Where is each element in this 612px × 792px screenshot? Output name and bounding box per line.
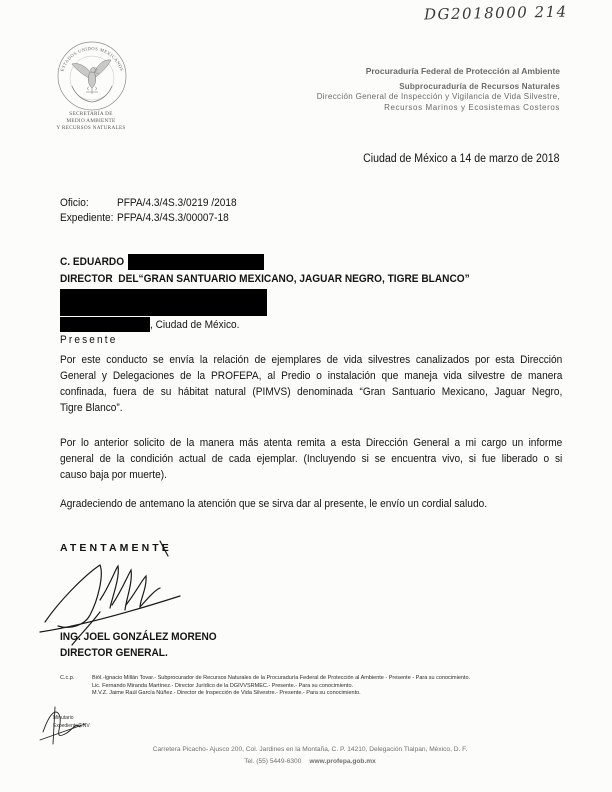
body-line: Agradeciendo de antemano la atención que se sirva dar al presente, le envío un cordial saludo. [60, 498, 488, 510]
cc-label: C.c.p. [60, 675, 75, 681]
seal-agency-line: MEDIO AMBIENTE [66, 118, 116, 124]
cc-line: Biól.-Ignacio Millán Tovar.- Subprocurador de Recursos Naturales de la Procuraduría Federal de Protección al Ambiente - Presente - Para su conocimiento. [92, 675, 471, 681]
body-line: Tigre Blanco”. [60, 402, 123, 414]
body-line: confinada, fuera de su hábitat natural (PIMVS) denominada “Gran Santuario Mexicano, Jaguar Negro, [60, 386, 563, 398]
letterhead-subagency: Subprocuraduría de Recursos Naturales [399, 82, 560, 91]
signer-title: DIRECTOR GENERAL. [60, 647, 168, 659]
body-line: general de la condición actual de cada ejemplar. (Incluyendo si se encuentra vivo, si fue liberado o si [60, 453, 563, 465]
letterhead-agency: Procuraduría Federal de Protección al Ambiente [365, 66, 560, 76]
signature-stroke [45, 565, 101, 627]
initials-scribble [35, 702, 90, 747]
footer-contact [100, 757, 520, 766]
letterhead-office-line: Dirección General de Inspección y Vigilancia de Vida Silvestre, [316, 92, 560, 101]
seal-agency-line: Y RECURSOS NATURALES [56, 125, 126, 131]
greeting: Presente [60, 334, 118, 346]
expediente-label: Expediente: [60, 212, 114, 224]
expediente-value: PFPA/4.3/4S.3/00007-18 [117, 212, 229, 224]
file-note: Expediente/ENV [53, 723, 90, 729]
recipient-name: C. EDUARDO [60, 256, 125, 268]
body-line: Por lo anterior solicito de la manera más atenta remita a esta Dirección General a mi cargo un informe [60, 437, 563, 449]
footer-address: Carretera Picacho- Ajusco 200, Col. Jardines en la Montaña, C. P. 14210, Delegación Tlalpan, México, D. F. [152, 746, 468, 753]
recipient-position: DIRECTOR DEL“GRAN SANTUARIO MEXICANO, JAGUAR NEGRO, TIGRE BLANCO” [60, 273, 470, 285]
seal-ring-text: ESTADOS UNIDOS MEXICANOS [59, 45, 125, 72]
signature-stroke [160, 541, 168, 556]
seal-agency-line: SECRETARÍA DE [69, 111, 113, 117]
oficio-label: Oficio: [60, 197, 89, 209]
redaction-box [60, 289, 267, 316]
redaction-box [128, 254, 264, 270]
recipient-city: , Ciudad de México. [150, 319, 240, 331]
letterhead-office-line: Recursos Marinos y Ecosistemas Costeros [384, 103, 560, 112]
cc-line: Lic. Fernando Miranda Martínez.- Director Jurídico de la DGIVVSRMEC.- Presente.- Para su conocimiento. [92, 683, 354, 689]
footer-phone: Tel. (55) 5449-6300 [244, 758, 302, 765]
closing-atentamente: ATENTAMENTE [60, 542, 172, 554]
file-note: Minutario [53, 715, 74, 721]
oficio-value: PFPA/4.3/4S.3/0219 /2018 [117, 197, 237, 209]
signature-stroke [100, 566, 118, 608]
government-seal-icon [56, 40, 128, 112]
body-line: General y Delegaciones de la PROFEPA, al Predio o instalación que maneja vida silvestre de manera [60, 370, 563, 382]
cc-line: M.V.Z. Jaime Raúl García Núñez.- Director de Inspección de Vida Silvestre.- Presente.- Para su conocimiento. [92, 690, 361, 696]
footer-website: www.profepa.gob.mx [309, 758, 376, 765]
signer-name: ING. JOEL GONZÁLEZ MORENO [60, 631, 217, 643]
date-line: Ciudad de México a 14 de marzo de 2018 [363, 153, 560, 165]
redaction-box [60, 317, 150, 332]
body-line: Por este conducto se envía la relación de ejemplares de vida silvestres canalizados por esta Dirección [60, 354, 563, 366]
body-line: causo baja por muerte). [60, 469, 167, 481]
seal-eagle [72, 60, 111, 94]
handwritten-reference: DG2018000 214 [423, 2, 568, 24]
